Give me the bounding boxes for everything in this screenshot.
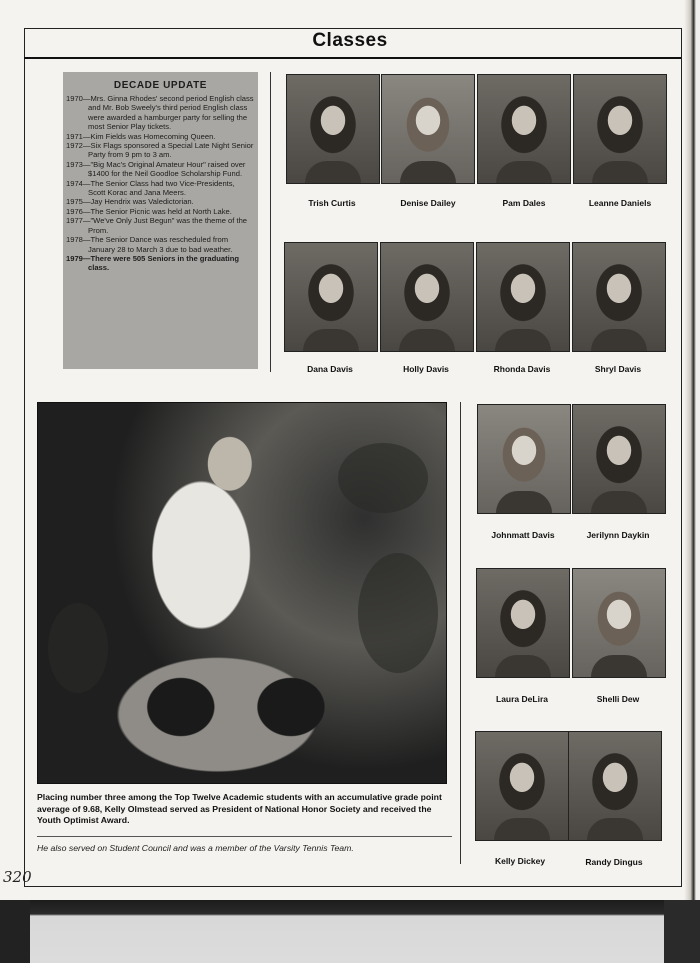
decade-update-list bbox=[63, 94, 258, 273]
portrait-photo bbox=[477, 74, 571, 184]
decade-entry: 1977—"We've Only Just Begun" was the theme of the Prom. bbox=[66, 216, 248, 235]
portrait-name: Denise Dailey bbox=[400, 198, 456, 208]
portrait-name: Pam Dales bbox=[502, 198, 546, 208]
portrait-photo bbox=[572, 568, 666, 678]
portrait-photo bbox=[573, 74, 667, 184]
portrait-name: Trish Curtis bbox=[308, 198, 356, 208]
portrait-photo bbox=[475, 731, 569, 841]
decade-entry: 1976—The Senior Picnic was held at North Lake. bbox=[66, 206, 232, 216]
decade-entry: 1979—There were 505 Seniors in the graduating class. bbox=[66, 253, 240, 273]
feature-caption-continued: He also served on Student Council and was a member of the Varsity Tennis Team. bbox=[37, 843, 354, 853]
portrait-name: Randy Dingus bbox=[585, 857, 643, 867]
decade-update-title: DECADE UPDATE bbox=[113, 80, 208, 91]
portrait-name: Kelly Dickey bbox=[494, 856, 546, 866]
decade-entry: 1971—Kim Fields was Homecoming Queen. bbox=[66, 131, 216, 141]
feature-photo bbox=[37, 402, 447, 784]
portrait-photo bbox=[286, 74, 380, 184]
decade-entry: 1973—"Big Mac's Original Amateur Hour" raised over $1400 for the Neil Goodloe Scholarship Fund. bbox=[66, 159, 246, 179]
portrait-name: Jerilynn Daykin bbox=[586, 530, 650, 540]
feature-caption: Placing number three among the Top Twelve Academic students with an accumulative grade point average of 9.68, Kelly Olmstead served as President of National Honor Society and received the Youth Optimist Award. bbox=[37, 792, 442, 825]
scan-bottom-edge bbox=[0, 900, 700, 963]
decade-entry: 1970—Mrs. Ginna Rhodes' second period English class and Mr. Bob Sweely's third period English class were awarded a hamburger party for selling the most Senior Play tickets. bbox=[66, 94, 254, 132]
portrait-photo bbox=[572, 404, 666, 514]
portrait-photo bbox=[380, 242, 474, 352]
portrait-name: Rhonda Davis bbox=[493, 364, 551, 374]
column-divider bbox=[270, 72, 271, 372]
decade-entry: 1974—The Senior Class had two Vice-Presidents, Scott Korac and Jana Meers. bbox=[66, 178, 235, 198]
decade-entry: 1978—The Senior Dance was rescheduled from January 28 to March 3 due to bad weather. bbox=[66, 235, 233, 254]
decade-update-box bbox=[63, 72, 258, 369]
portrait-name: Shelli Dew bbox=[596, 694, 640, 704]
portrait-photo bbox=[476, 242, 570, 352]
portrait-name: Laura DeLira bbox=[496, 694, 548, 704]
portrait-name: Holly Davis bbox=[403, 364, 449, 374]
column-divider bbox=[460, 402, 461, 864]
decade-entry: 1972—Six Flags sponsored a Special Late Night Senior Party from 9 pm to 3 am. bbox=[66, 141, 254, 160]
decade-entry: 1975—Jay Hendrix was Valedictorian. bbox=[66, 197, 194, 207]
portrait-photo bbox=[284, 242, 378, 352]
portrait-name: Shryl Davis bbox=[594, 364, 642, 374]
portrait-photo bbox=[572, 242, 666, 352]
header-rule bbox=[24, 57, 681, 59]
caption-divider bbox=[37, 836, 452, 837]
portrait-photo bbox=[476, 568, 570, 678]
portrait-photo bbox=[381, 74, 475, 184]
portrait-photo bbox=[477, 404, 571, 514]
portrait-photo bbox=[568, 731, 662, 841]
portrait-name: Johnmatt Davis bbox=[491, 530, 555, 540]
page-number: 320 bbox=[3, 868, 32, 886]
portrait-name: Dana Davis bbox=[307, 364, 353, 374]
page-binding bbox=[684, 0, 700, 900]
portrait-name: Leanne Daniels bbox=[588, 198, 652, 208]
page-title: Classes bbox=[312, 30, 388, 51]
